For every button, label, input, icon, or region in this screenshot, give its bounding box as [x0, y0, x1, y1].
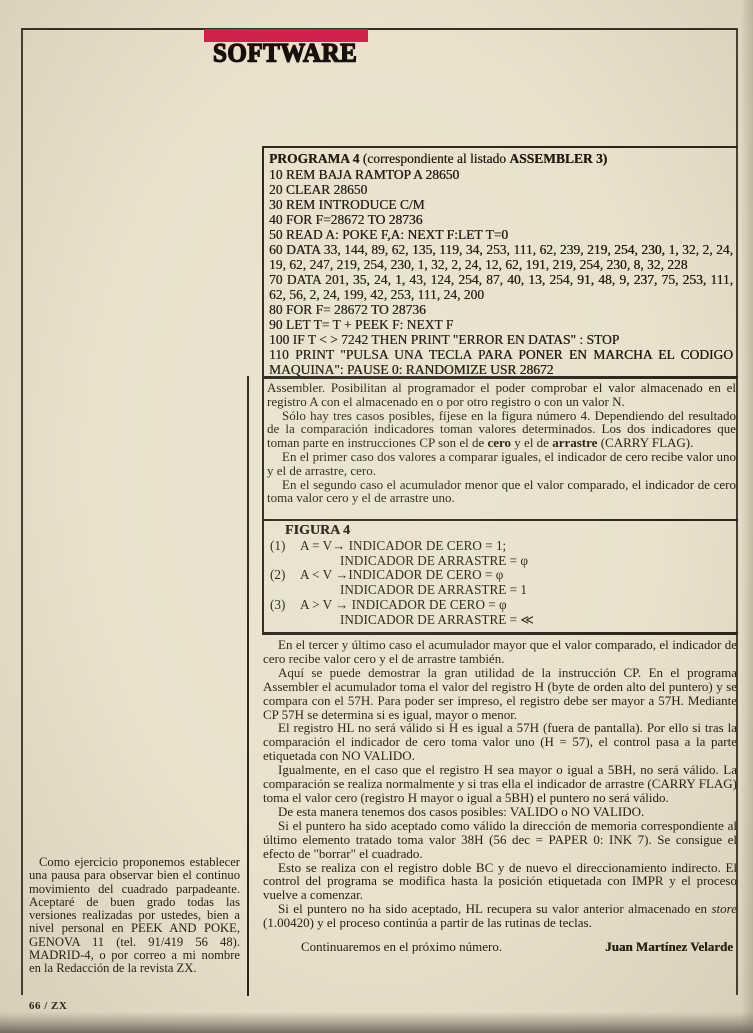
author-byline: Juan Martínez Velarde [605, 939, 733, 955]
figura-row-continuation: INDICADOR DE ARRASTRE = ≪ [340, 611, 535, 627]
text-segment: De esta manera tenemos dos casos posibles: VALIDO o NO VALIDO. [278, 803, 645, 819]
scan-right-shadow [741, 0, 753, 1033]
figura-row-formula: A < V →INDICADOR DE CERO = φ [300, 567, 504, 583]
scan-bottom-shadow [0, 1012, 753, 1033]
body-intro-text [267, 381, 736, 505]
figura-row [270, 598, 734, 613]
text-segment: En el tercer y último caso el acumulador mayor que el valor comparado, el indicador de cero recibe valor cero y el de arrastre también. [263, 637, 737, 666]
paragraph [263, 805, 737, 819]
listing-line: 80 FOR F= 28672 TO 28736 [269, 302, 426, 317]
column-divider-rule [247, 376, 249, 996]
listing-box-top-rule [262, 146, 738, 148]
paragraph [263, 861, 737, 903]
figura-row-number: (3) [270, 596, 286, 612]
text-segment: En el segundo caso el acumulador menor que el valor comparado, el indicador de cero toma valor cero y el de arrastre uno. [267, 476, 736, 506]
paragraph [263, 902, 737, 930]
figura-heading: FIGURA 4 [285, 523, 350, 538]
text-segment: y el de [511, 435, 553, 451]
text-segment: Igualmente, en el caso que el registro H sea mayor o igual a 5BH, no será válido. La comparación se realiza normalmente y si tras ella el indicador de arrastre (CARRY FLAG) toma el valor cero (registro H mayor o igual a 5BH) el puntero no será válido. [263, 762, 737, 805]
text-segment: Si el puntero no ha sido aceptado, HL recupera su valor anterior almacenado en [278, 901, 712, 917]
figura-row-formula: A = V→ INDICADOR DE CERO = 1; [300, 537, 507, 553]
listing-line: 10 REM BAJA RAMTOP A 28650 [269, 167, 460, 182]
paragraph [263, 763, 737, 805]
figura-row [270, 539, 734, 554]
text-segment: En el primer caso dos valores a comparar iguales, el indicador de cero recibe valor uno y el de arrastre, cero. [267, 448, 736, 478]
text-segment: Esto se realiza con el registro doble BC y de nuevo el direccionamiento indirecto. El control del programa se modifica hasta la posición etiquetada con IMPR y el proceso vuelve a comenzar. [263, 859, 737, 903]
listing-title [269, 151, 733, 166]
listing-line: 30 REM INTRODUCE C/M [269, 197, 425, 212]
closing-row [263, 940, 737, 954]
figura-row-continuation: INDICADOR DE ARRASTRE = φ [340, 552, 528, 568]
listing-line: 60 DATA 33, 144, 89, 62, 135, 119, 34, 253, 111, 62, 239, 219, 254, 230, 1, 32, 2, 24, 19, 62, 247, 219, 254, 230, 1, 32, 2, 24, 12, 62, 191, 219, 254, 230, 8, 32, 228 [269, 242, 733, 272]
listing-line: 40 FOR F=28672 TO 28736 [269, 212, 423, 227]
listing-line: 50 READ A: POKE F,A: NEXT F:LET T=0 [269, 227, 509, 242]
listing-title-program: PROGRAMA 4 [269, 151, 360, 166]
text-segment: store [711, 901, 737, 917]
listing-title-assembler: ASSEMBLER 3) [509, 151, 608, 166]
figura-row-continuation: INDICADOR DE ARRASTRE = 1 [340, 582, 527, 598]
text-segment: (CARRY FLAG). [597, 435, 694, 451]
text-segment: Aquí se puede demostrar la gran utilidad de la instrucción CP. En el programa Assembler el acumulador toma el valor del registro H (byte de orden alto del puntero) y se compara con el 57H. Para poder ser impreso, el registro debe ser mayor a 57H. Mediante CP 57H se determina si es igual, mayor o menor. [263, 664, 737, 722]
text-segment: cero [487, 435, 512, 451]
page-number: 66 / ZX [29, 1000, 68, 1012]
text-segment: Si el puntero ha sido aceptado como válido la dirección de memoria correspondiente al último elemento tratado toma valor 38H (56 dec = PAPER 0: INK 7). Se consigue el efecto de "borrar" el cuadrado. [263, 817, 737, 861]
figura-box-top-rule [262, 519, 738, 521]
paragraph [267, 381, 736, 409]
figura-row-formula: A > V → INDICADOR DE CERO = φ [300, 596, 507, 612]
section-title: SOFTWARE [213, 39, 358, 68]
figura-row [270, 568, 734, 583]
figura-row-number: (2) [270, 567, 286, 583]
figura-row-number: (1) [270, 537, 286, 553]
closing-note: Continuaremos en el próximo número. [301, 939, 503, 955]
listing-lines [269, 167, 733, 377]
text-segment: (1.00420) y el proceso continúa a partir de las rutinas de teclas. [263, 915, 592, 931]
paragraph [267, 450, 736, 478]
listing-line: 110 PRINT "PULSA UNA TECLA PARA PONER EN MARCHA EL CODIGO MAQUINA": PAUSE 0: RANDOMIZE USR 28672 [269, 347, 733, 377]
figura-box [270, 524, 734, 628]
figura-box-bottom-rule [262, 632, 738, 635]
listing-line: 70 DATA 201, 35, 24, 1, 43, 124, 254, 87, 40, 13, 254, 91, 48, 9, 237, 75, 253, 111, 62, 56, 2, 24, 199, 42, 253, 111, 24, 200 [269, 272, 733, 302]
paragraph [263, 638, 737, 666]
paragraph [267, 409, 736, 450]
paragraph [267, 478, 736, 506]
text-segment: Assembler. Posibilitan al programador el poder comprobar el valor almacenado en el registro A con el almacenado en o por otro registro o con un valor N. [267, 380, 736, 409]
paragraph [263, 721, 737, 763]
text-segment: arrastre [552, 435, 598, 451]
paragraph [263, 819, 737, 861]
listing-line: 20 CLEAR 28650 [269, 182, 368, 197]
listing-title-mid: (correspondiente al listado [359, 151, 510, 166]
sidebar-note: Como ejercicio proponemos establecer una pausa para observar bien el continuo movimiento del cuadrado parpadeante. Aceptaré de buen grado todas las versiones realizadas por ustedes, bien a nivel personal en PEEK AND POKE, GENOVA 11 (tel. 91/419 56 48). MADRID-4, o por correo a mi nombre en la Redacción de la revista ZX. [29, 855, 240, 976]
body-main-text [263, 638, 737, 954]
listing-box-left-rule [262, 146, 264, 635]
listing-line: 90 LET T= T + PEEK F: NEXT F [269, 317, 454, 332]
program-listing [269, 151, 733, 377]
paragraph [263, 666, 737, 722]
listing-line: 100 IF T < > 7242 THEN PRINT "ERROR EN DATAS" : STOP [269, 332, 620, 347]
text-segment: Sólo hay tres casos posibles, fíjese en la figura número 4. Dependiendo del resultado de la comparación indicadores toman valores determinados. Los dos indicadores que toman parte en instrucciones CP son el de [267, 407, 736, 451]
text-segment: El registro HL no será válido si H es igual a 57H (fuera de pantalla). Por ello si tras la comparación el indicador de cero toma valor uno (H = 57), el control pasa a la parte etiquetada con NO VALIDO. [263, 720, 737, 764]
figura-rows [270, 539, 734, 628]
